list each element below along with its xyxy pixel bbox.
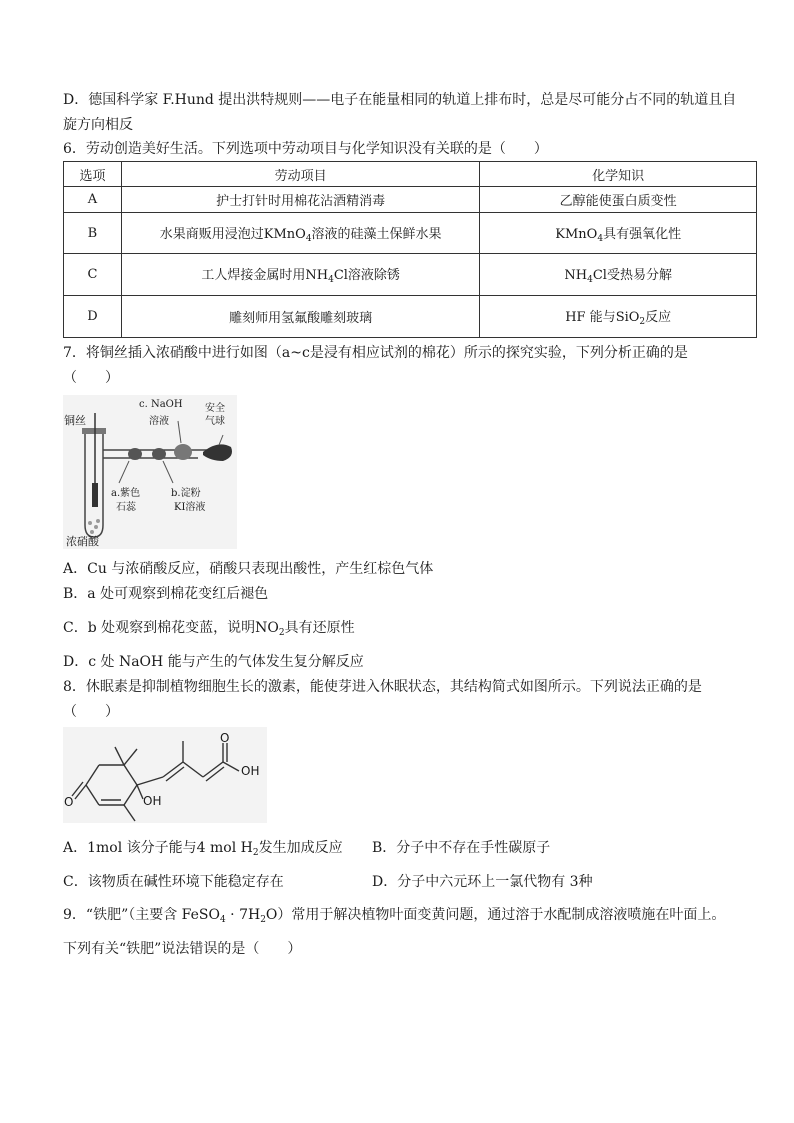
formula: KMnO [555,226,598,242]
cell-text: 溶液除锈 [347,268,400,283]
label-copper-wire: 铜丝 [64,414,86,427]
option-text: C．b 处观察到棉花变蓝，说明 [63,620,256,636]
subscript: 2 [639,317,646,327]
copper-coil-shape [92,483,98,507]
formula: KMnO [263,226,306,242]
q8-option-c: C．该物质在碱性环境下能稳定存在 [63,874,284,890]
stem-text: O）常用于解决植物叶面变黄问题，通过溶于水配制成溶液喷施在叶面上。 [265,907,726,923]
table-header-labor: 劳动项目 [121,162,479,187]
subscript: 2 [252,848,259,858]
q9-stem-line2: 下列有关“铁肥”说法错误的是（ ） [63,941,302,957]
subscript: 4 [597,233,604,244]
table-cell-labor: 护士打针时用棉花沾酒精消毒 [121,187,479,213]
safety-balloon-shape [203,444,232,461]
stem-text: 9．“铁肥”（主要含 FeSO [63,907,220,923]
label-naoh-1: c. NaOH [139,399,183,410]
table-row [64,296,757,338]
table-cell-labor: 雕刻师用氢氟酸雕刻玻璃 [121,296,479,338]
stem-text: · 7H [225,907,261,923]
subscript: 4 [305,233,312,244]
label-ketone-oxygen: O [64,795,74,809]
q7-stem-line2: （ ） [63,370,119,386]
subscript: 4 [587,275,593,285]
table-cell-labor [121,213,479,254]
formula: NH [305,268,329,283]
table-cell-knowledge [480,296,757,338]
option-text: 发生加成反应 [258,840,343,856]
formula: SiO [615,310,640,325]
cell-text: 水果商贩用浸泡过 [159,226,264,242]
label-litmus-1: a.紫色 [111,488,141,499]
table-header-option: 选项 [64,162,122,187]
q9-stem-line1 [63,905,725,930]
table-cell-option: B [64,213,122,254]
q6-stem: 6．劳动创造美好生活。下列选项中劳动项目与化学知识没有关联的是（ ） [63,141,548,157]
label-balloon-2: 气球 [205,416,225,427]
table-row [64,254,757,296]
table-cell-knowledge: 乙醇能使蛋白质变性 [480,187,757,213]
cell-text: 工人焊接金属时用 [201,268,306,283]
q7-stem-line1: 7．将铜丝插入浓硝酸中进行如图（a~c是浸有相应试剂的棉花）所示的探究实验，下列分析正确的是 [63,345,688,361]
q7-option-b: B．a 处可观察到棉花变红后褪色 [63,586,269,602]
label-ki-1: b.淀粉 [171,488,201,499]
label-ring-hydroxyl: OH [143,794,162,808]
abscisic-acid-structure [63,727,267,823]
q7-option-a: A．Cu 与浓硝酸反应，硝酸只表现出酸性，产生红棕色气体 [63,561,434,577]
table-header-knowledge: 化学知识 [480,162,757,187]
formula: NH [564,268,588,283]
table-row [64,213,757,254]
table-cell-labor [121,254,479,296]
subscript: 4 [328,275,334,285]
q6-table [63,161,757,338]
label-carboxyl-hydroxyl: OH [241,764,260,778]
q7-apparatus-figure [63,395,237,549]
q5-option-d-line2: 旋方向相反 [63,117,133,133]
q8-option-d: D．分子中六元环上一氯代物有 3种 [372,874,593,890]
subscript: 4 [219,915,226,925]
option-text: A．1mol 该分子能与4 mol H [63,840,253,856]
q8-stem-line1: 8．休眠素是抑制植物细胞生长的激素，能使芽进入休眠状态，其结构简式如图所示。下列说法正确的是 [63,679,702,695]
label-ki-2: KI溶液 [174,502,206,513]
stopper-shape [82,428,106,434]
label-balloon-1: 安全 [205,403,225,414]
table-header-row [64,162,757,187]
label-naoh-2: 溶液 [149,416,169,427]
label-litmus-2: 石蕊 [116,502,136,513]
cell-text: 溶液的硅藻土保鲜水果 [311,226,442,242]
q7-option-d: D．c 处 NaOH 能与产生的气体发生复分解反应 [63,654,364,670]
table-row [64,187,757,213]
cell-text: 受热易分解 [606,268,672,283]
cell-text: HF 能与 [565,310,616,325]
q8-stem-line2: （ ） [63,704,119,720]
q5-option-d-line1: D．德国科学家 F.Hund 提出洪特规则——电子在能量相同的轨道上排布时，总是尽可能分占不同的轨道且自 [63,92,737,108]
formula: Cl [592,268,607,283]
label-conc-nitric-acid: 浓硝酸 [66,535,99,548]
subscript: 2 [260,915,266,925]
cell-text: 反应 [645,310,672,325]
table-cell-knowledge [480,254,757,296]
label-carbonyl-oxygen: O [220,731,230,745]
table-cell-option: D [64,296,122,338]
cotton-c-shape [174,444,192,460]
formula: Cl [333,268,348,283]
table-cell-option: A [64,187,122,213]
q8-option-b: B．分子中不存在手性碳原子 [372,840,551,856]
table-cell-option: C [64,254,122,296]
subscript: 2 [278,628,285,638]
option-text: 具有还原性 [284,620,355,636]
formula: NO [255,620,279,636]
q7-option-c [63,618,355,643]
cotton-a-shape [128,448,142,460]
q8-structure-figure [63,727,267,823]
cell-text: 具有强氧化性 [603,226,682,242]
table-cell-knowledge [480,213,757,254]
cotton-b-shape [152,448,166,460]
q8-option-a [63,838,343,863]
